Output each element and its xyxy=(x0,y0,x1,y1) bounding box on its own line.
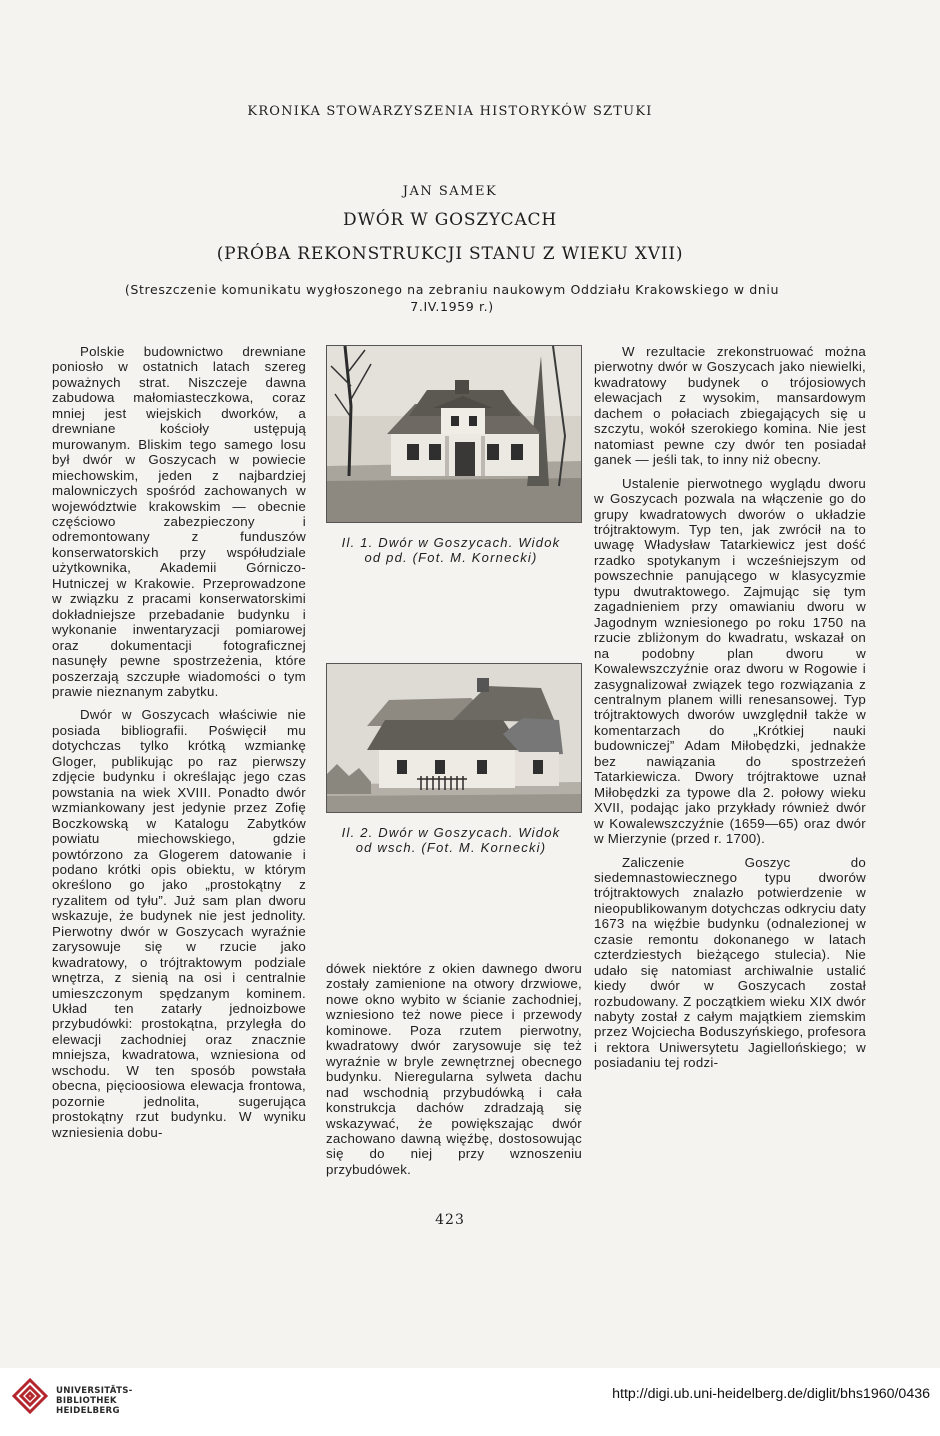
library-name-line: BIBLIOTHEK xyxy=(56,1396,117,1406)
caption-line: Il. 1. Dwór w Goszycach. Widok xyxy=(341,535,561,550)
figure-2 xyxy=(326,663,582,855)
caption-line: od wsch. (Fot. M. Kornecki) xyxy=(355,840,547,855)
paragraph: W rezultacie zrekonstruować można pierwotny dwór w Goszycach jako niewielki, kwadratowy budynek o trójosiowych elewacjach z wysokim, mansardowym dachem o połaciach zbiegających się u szczytu, wokół szerokiego komina. Nie jest natomiast pewne czy dwór ten posiadał ganek — jeśli tak, to inny niż obecny. xyxy=(594,344,866,468)
library-footer xyxy=(0,1368,940,1436)
abstract-line-2: 7.IV.1959 r.) xyxy=(410,299,494,314)
source-url-link[interactable]: http://digi.ub.uni-heidelberg.de/diglit/bhs1960/0436 xyxy=(612,1386,930,1402)
library-name-line: UNIVERSITÄTS- xyxy=(56,1386,133,1396)
figure-1 xyxy=(326,345,582,565)
caption-line: Il. 2. Dwór w Goszycach. Widok xyxy=(341,825,561,840)
paragraph: Ustalenie pierwotnego wyglądu dworu w Goszycach pozwala na włączenie go do grupy kwadratowych dworów o układzie trójtraktowym. Typ ten, jak zwrócił na to uwagę Władysław Tatarkiewicz jest dość rzadko spotykanym i wcześniejszym od powszechnie panującego w klasycyzmie typu dwutraktowego. Zajmując się tym zagadnieniem przy omawianiu dworu w Jagodnym wzniesionego po roku 1750 na rzucie zbliżonym do kwadratu, wskazał on na podobny plan dworu w Kowalewszczyźnie oraz dworu w Rogowie i zasygnalizował związek tego rozwiązania z centralnym planem willi renesansowej. Typ trójtraktowych dworów uwzględnił także w komentarzach do „Krótkiej nauki budowniczej” Adam Miłobędzki, jednakże bez nawiązania do spostrzeżeń Tatarkiewicza. Dwory trójtraktowe uznał Miłobędzki za typowe dla 2. połowy wieku XVII, podając jako przykłady również dwór w Kowalewszczyźnie (1659—65) oraz dwór w Mierzynie (przed r. 1700). xyxy=(594,475,866,847)
article-title: DWÓR W GOSZYCACH xyxy=(343,210,557,230)
manor-house-photo-east xyxy=(326,663,582,813)
university-library-logo-icon xyxy=(10,1376,50,1416)
article-subtitle: (PRÓBA REKONSTRUKCJI STANU Z WIEKU XVII) xyxy=(216,244,684,264)
paragraph: Polskie budownictwo drewniane poniosło w ostatnich latach szereg poważnych strat. Niszczeje dawna zabudowa małomiasteczkowa, coraz mniej jest wiejskich dworków, a drewniane kościoły ustępują murowanym. Bliskim tego samego losu był dwór w Goszycach w powiecie miechowskim, jeden z najbardziej malowniczych spośród zachowanych w województwie krakowskim — obecnie częściowo zabezpieczony i odremontowany z funduszów konserwatorskich przy współudziale użytkownika, Akademii Górniczo-Hutniczej w Krakowie. Przeprowadzone w związku z pracami konserwatorskimi dokładniejsze przebadanie budynku i wykonanie inwentaryzacji pomiarowej oraz dokumentacji fotograficznej nasunęły pewne spostrzeżenia, które poszerzają szczupłe wiadomości o tym prawie nieznanym zabytku. xyxy=(52,344,306,699)
article-author: JAN SAMEK xyxy=(402,184,498,199)
library-name xyxy=(56,1386,133,1416)
caption-line: od pd. (Fot. M. Kornecki) xyxy=(364,550,538,565)
figure-1-caption xyxy=(326,535,582,565)
manor-house-photo-south xyxy=(326,345,582,523)
article-abstract xyxy=(48,281,856,315)
paragraph: dówek niektóre z okien dawnego dworu zostały zamienione na otwory drzwiowe, nowe okno wybito w ścianie zachodniej, wzniesiono też nowe piece i przewody kominowe. Poza rzutem pierwotny, kwadratowy dwór zarysowuje się też wyraźnie w bryle zewnętrznej obecnego budynku. Nieregularna sylweta dachu nad wschodnią przybudówką i cała konstrukcja dachów zdradzają się wskazywać, że powiększając dwór zachowano dawną więźbę, dostosowując się do niej przy wznoszeniu przybudówek. xyxy=(326,961,582,1177)
manor-house-photo-1 xyxy=(327,346,581,522)
abstract-line-1: (Streszczenie komunikatu wygłoszonego na zebraniu naukowym Oddziału Krakowskiego w dniu xyxy=(124,282,780,297)
paragraph: Dwór w Goszycach właściwie nie posiada bibliografii. Poświęcił mu dotychczas tylko krótką wzmiankę Gloger, publikując po raz pierwszy zdjęcie budynku i określając jego czas powstania na wiek XVIII. Ponadto dwór wzmiankowany jest jedynie przez Zofię Boczkowską w Katalogu Zabytków powiatu miechowskiego, gdzie powtórzono za Glogerem datowanie i podano krótki opis obiektu, w którym określono go jako „prostokątny z ryzalitem od tyłu”. Już sam plan dworu wskazuje, że budynek nie jest jednolity. Pierwotny dwór w Goszycach wyraźnie zarysowuje się w rzucie jako kwadratowy, o trójtraktowym podziale wnętrza, z sienią na osi i centralnie umieszczonym spędzanym kominem. Układ ten zatarły jednoizbowe przybudówki: prostokątna, przyległa do elewacji zachodniej oraz znacznie mniejsza, kwadratowa, wzniesiona od wschodu. W ten sposób powstała obecna, pięcioosiowa elewacja frontowa, pozornie jednolita, sugerująca prostokątny rzut budynku. W wyniku wzniesienia dobu- xyxy=(52,707,306,1140)
manor-house-photo-2 xyxy=(327,664,581,812)
paragraph: Zaliczenie Goszyc do siedemnastowiecznego typu dworów trójtraktowych znalazło potwierdzenie w nieopublikowanym dotychczas odkryciu daty 1673 na więźbie budynku (odnalezionej w czasie remontu dokonanego w latach czterdziestych bieżącego stulecia). Nie udało się natomiast archiwalnie ustalić kiedy dwór w Goszycach został rozbudowany. Z początkiem wieku XIX dwór nabyty został z całym majątkiem ziemskim przez Wojciecha Boduszyńskiego, profesora i rektora Uniwersytetu Jagiellońskiego; w posiadaniu tej rodzi- xyxy=(594,854,866,1071)
middle-column xyxy=(326,961,582,1177)
library-name-line: HEIDELBERG xyxy=(56,1406,120,1416)
running-head: KRONIKA STOWARZYSZENIA HISTORYKÓW SZTUKI xyxy=(247,104,653,119)
left-column xyxy=(52,344,306,1140)
page-number: 423 xyxy=(435,1212,465,1228)
right-column xyxy=(594,344,866,1071)
figure-2-caption xyxy=(326,825,582,855)
